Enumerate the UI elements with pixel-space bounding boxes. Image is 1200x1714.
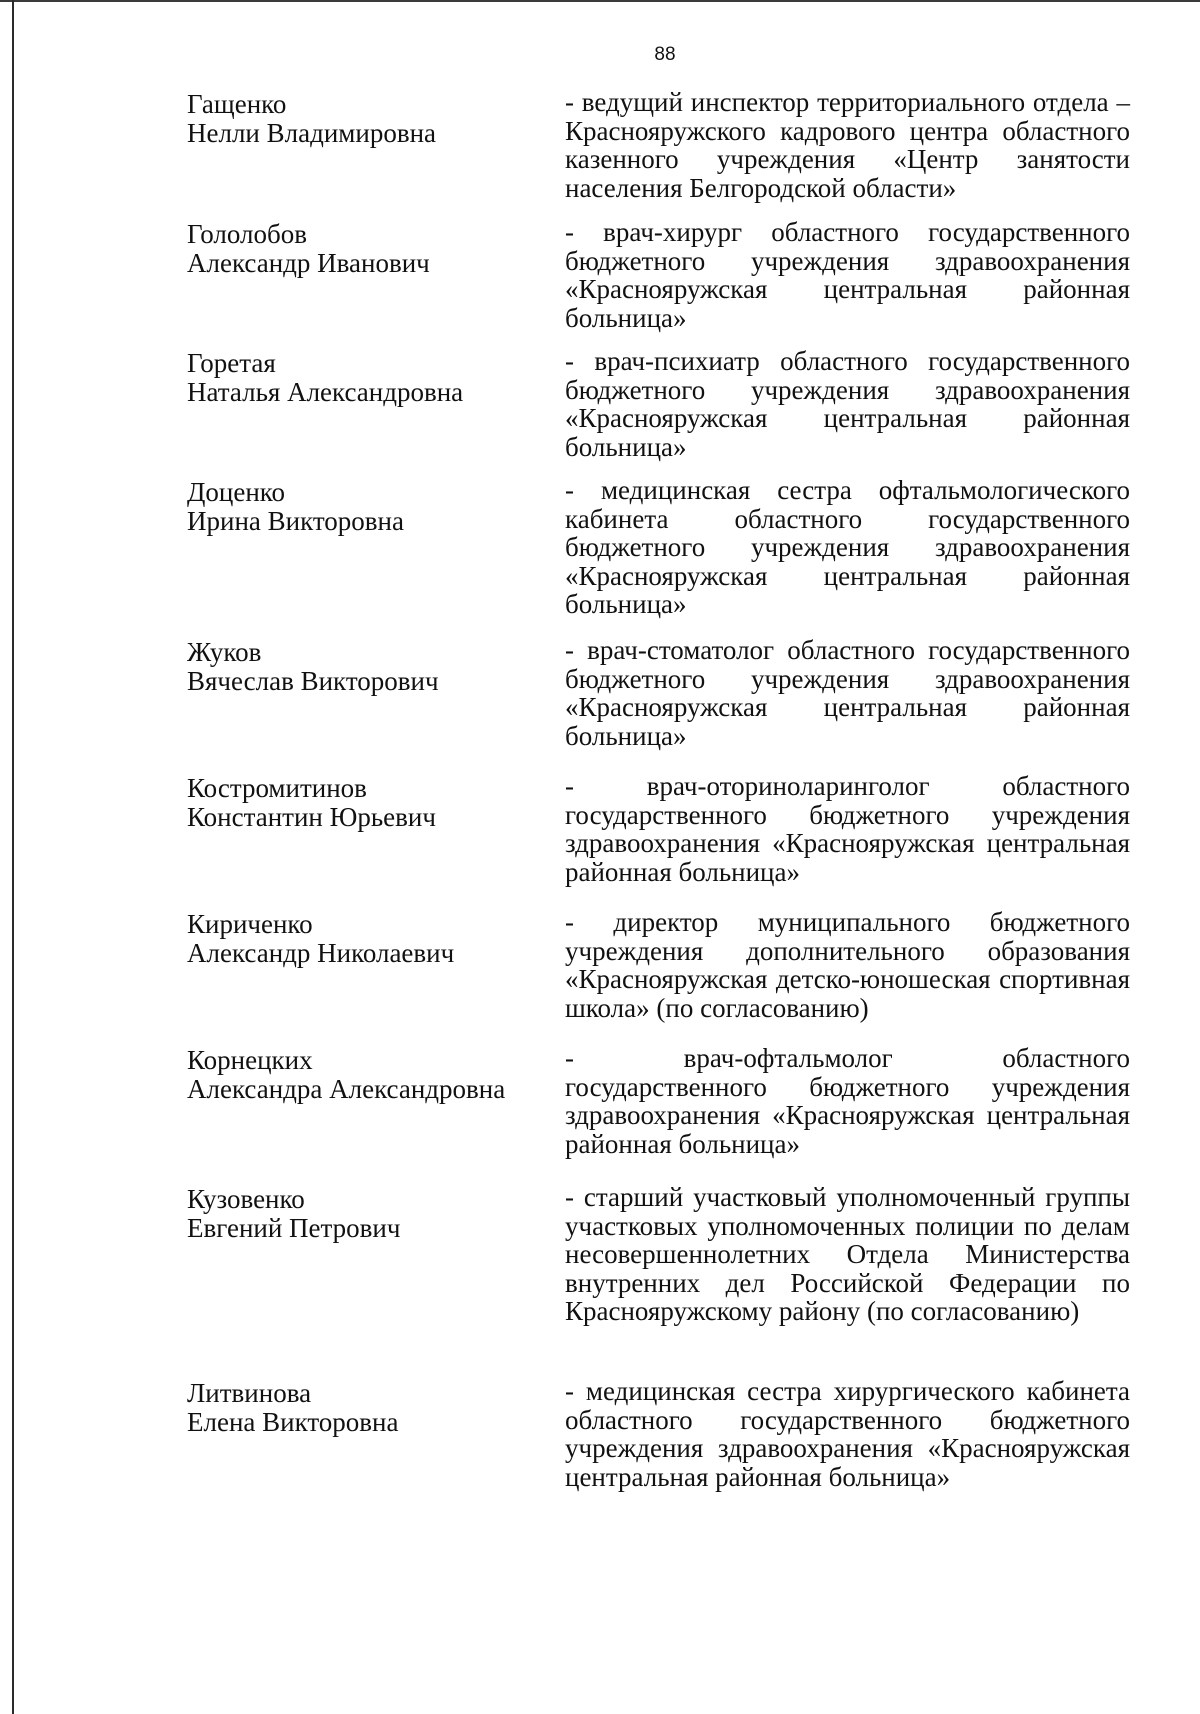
member-surname: Гололобов bbox=[187, 219, 307, 249]
member-name bbox=[187, 476, 565, 619]
member-position: - врач-офтальмолог областного государственного бюджетного учреждения здравоохранения «Краснояружская центральная районная больница» bbox=[565, 1043, 1130, 1159]
member-name bbox=[187, 88, 565, 202]
member-entry bbox=[187, 88, 1130, 202]
member-name bbox=[187, 347, 565, 461]
member-entry bbox=[187, 1377, 1130, 1491]
member-surname: Корнецких bbox=[187, 1045, 313, 1075]
member-entry bbox=[187, 908, 1130, 1022]
member-given-name: Александр Николаевич bbox=[187, 937, 455, 968]
member-given-name: Константин Юрьевич bbox=[187, 801, 436, 832]
member-given-name: Елена Викторовна bbox=[187, 1406, 399, 1437]
member-given-name: Вячеслав Викторович bbox=[187, 665, 439, 696]
member-name bbox=[187, 1183, 565, 1326]
member-name bbox=[187, 218, 565, 332]
member-given-name: Нелли Владимировна bbox=[187, 117, 436, 148]
member-entry bbox=[187, 476, 1130, 619]
member-name bbox=[187, 908, 565, 1022]
member-name bbox=[187, 772, 565, 886]
member-position: - врач-психиатр областного государственного бюджетного учреждения здравоохранения «Краснояружская центральная районная больница» bbox=[565, 346, 1130, 462]
member-surname: Кириченко bbox=[187, 909, 313, 939]
member-surname: Костромитинов bbox=[187, 773, 367, 803]
member-position: - старший участковый уполномоченный группы участковых уполномоченных полиции по делам несовершеннолетних Отдела Министерства внутренних дел Российской Федерации по Краснояружскому району (по согласованию) bbox=[565, 1182, 1130, 1326]
member-given-name: Александра Александровна bbox=[187, 1073, 506, 1104]
member-surname: Жуков bbox=[187, 637, 262, 667]
member-position: - врач-оториноларинголог областного государственного бюджетного учреждения здравоохранения «Краснояружская центральная районная больница» bbox=[565, 771, 1130, 887]
member-given-name: Наталья Александровна bbox=[187, 376, 464, 407]
member-position: - медицинская сестра хирургического кабинета областного государственного бюджетного учреждения здравоохранения «Краснояружская центральная районная больница» bbox=[565, 1376, 1130, 1492]
member-name bbox=[187, 636, 565, 750]
member-surname: Гащенко bbox=[187, 89, 287, 119]
member-given-name: Евгений Петрович bbox=[187, 1212, 401, 1243]
member-position: - ведущий инспектор территориального отдела – Краснояружского кадрового центра областного казенного учреждения «Центр занятости населения Белгородской области» bbox=[565, 87, 1130, 203]
member-surname: Доценко bbox=[187, 477, 286, 507]
member-surname: Литвинова bbox=[187, 1378, 312, 1408]
member-position: - врач-хирург областного государственного бюджетного учреждения здравоохранения «Краснояружская центральная районная больница» bbox=[565, 217, 1130, 333]
member-entry bbox=[187, 636, 1130, 750]
member-entry bbox=[187, 347, 1130, 461]
member-position: - медицинская сестра офтальмологического кабинета областного государственного бюджетного учреждения здравоохранения «Краснояружская центральная районная больница» bbox=[565, 475, 1130, 619]
member-entry bbox=[187, 772, 1130, 886]
member-surname: Кузовенко bbox=[187, 1184, 305, 1214]
scan-edge-left bbox=[12, 0, 14, 1714]
member-entry bbox=[187, 218, 1130, 332]
member-name bbox=[187, 1044, 565, 1158]
member-entry bbox=[187, 1183, 1130, 1326]
member-position: - директор муниципального бюджетного учреждения дополнительного образования «Краснояружская детско-юношеская спортивная школа» (по согласованию) bbox=[565, 907, 1130, 1023]
member-entry bbox=[187, 1044, 1130, 1158]
member-given-name: Александр Иванович bbox=[187, 247, 430, 278]
page-number: 88 bbox=[654, 44, 676, 65]
member-given-name: Ирина Викторовна bbox=[187, 505, 404, 536]
scan-edge-top bbox=[0, 0, 1200, 2]
member-position: - врач-стоматолог областного государственного бюджетного учреждения здравоохранения «Краснояружская центральная районная больница» bbox=[565, 635, 1130, 751]
member-name bbox=[187, 1377, 565, 1491]
member-surname: Горетая bbox=[187, 348, 276, 378]
